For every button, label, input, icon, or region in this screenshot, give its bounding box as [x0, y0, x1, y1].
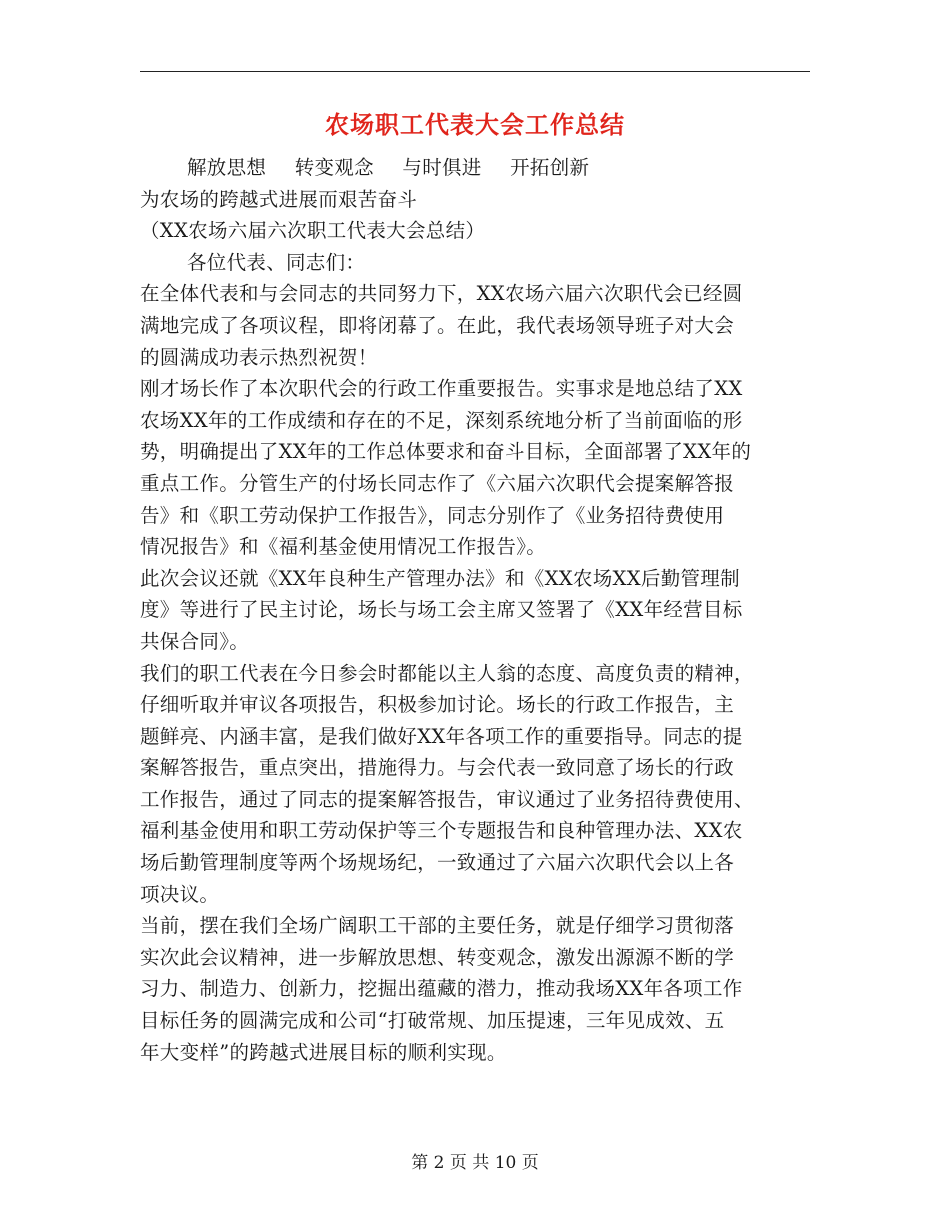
document-title: 农场职工代表大会工作总结 [325, 110, 625, 139]
slogan-item: 与时俱进 [402, 156, 482, 179]
text-line: 度》等进行了民主讨论，场长与场工会主席又签署了《XX年经营目标 [140, 598, 743, 622]
salutation-line: 各位代表、同志们： [187, 250, 366, 274]
text-line: 满地完成了各项议程，即将闭幕了。在此，我代表场领导班子对大会 [140, 313, 735, 337]
text-line: 的圆满成功表示热烈祝贺！ [140, 345, 378, 369]
text-line: 势，明确提出了XX年的工作总体要求和奋斗目标，全面部署了XX年的 [140, 440, 752, 464]
text-line: 当前，摆在我们全场广阔职工干部的主要任务，就是仔细学习贯彻落 [140, 914, 735, 938]
text-line: 告》和《职工劳动保护工作报告》，同志分别作了《业务招待费使用 [140, 503, 725, 527]
text-line: 情况报告》和《福利基金使用情况工作报告》。 [140, 535, 547, 559]
text-line: 此次会议还就《XX年良种生产管理办法》和《XX农场XX后勤管理制 [140, 566, 740, 590]
header-rule [140, 71, 810, 72]
text-line: 仔细听取并审议各项报告，积极参加讨论。场长的行政工作报告，主 [140, 693, 735, 717]
text-line: 重点工作。分管生产的付场长同志作了《六届六次职代会提案解答报 [140, 471, 735, 495]
text-line: 实次此会议精神，进一步解放思想、转变观念，激发出源源不断的学 [140, 945, 735, 969]
text-line: 目标任务的圆满完成和公司“打破常规、加压提速，三年见成效、五 [140, 1009, 725, 1033]
slogan-line [140, 152, 812, 184]
text-line: 在全体代表和与会同志的共同努力下，XX农场六届六次职代会已经圆 [140, 282, 743, 306]
document-body [140, 152, 812, 1068]
text-line: 习力、制造力、创新力，挖掘出蕴藏的潜力，推动我场XX年各项工作 [140, 977, 743, 1001]
text-line: 工作报告，通过了同志的提案解答报告，审议通过了业务招待费使用、 [140, 787, 754, 811]
text-line: 题鲜亮、内涵丰富，是我们做好XX年各项工作的重要指导。同志的提 [140, 724, 743, 748]
page-number: 第 2 页 共 10 页 [411, 1153, 539, 1173]
text-line: 共保合同》。 [140, 629, 250, 653]
text-line: 福利基金使用和职工劳动保护等三个专题报告和良种管理办法、XX农 [140, 819, 743, 843]
text-line: 场后勤管理制度等两个场规场纪，一致通过了六届六次职代会以上各 [140, 851, 735, 875]
text-line: 年大变样”的跨越式进展目标的顺利实现。 [140, 1040, 507, 1064]
subtitle-line: 为农场的跨越式进展而艰苦奋斗 [140, 187, 418, 211]
text-line: 我们的职工代表在今日参会时都能以主人翁的态度、高度负责的精神， [140, 661, 754, 685]
text-line: 项决议。 [140, 882, 220, 906]
slogan-item: 开拓创新 [510, 156, 590, 179]
subtitle-paren-line: （XX农场六届六次职工代表大会总结） [140, 219, 486, 243]
text-line: 刚才场长作了本次职代会的行政工作重要报告。实事求是地总结了XX [140, 377, 743, 401]
slogan-item: 转变观念 [294, 156, 374, 179]
text-line: 案解答报告，重点突出，措施得力。与会代表一致同意了场长的行政 [140, 756, 735, 780]
slogan-item: 解放思想 [187, 156, 267, 179]
text-line: 农场XX年的工作成绩和存在的不足，深刻系统地分析了当前面临的形 [140, 408, 743, 432]
